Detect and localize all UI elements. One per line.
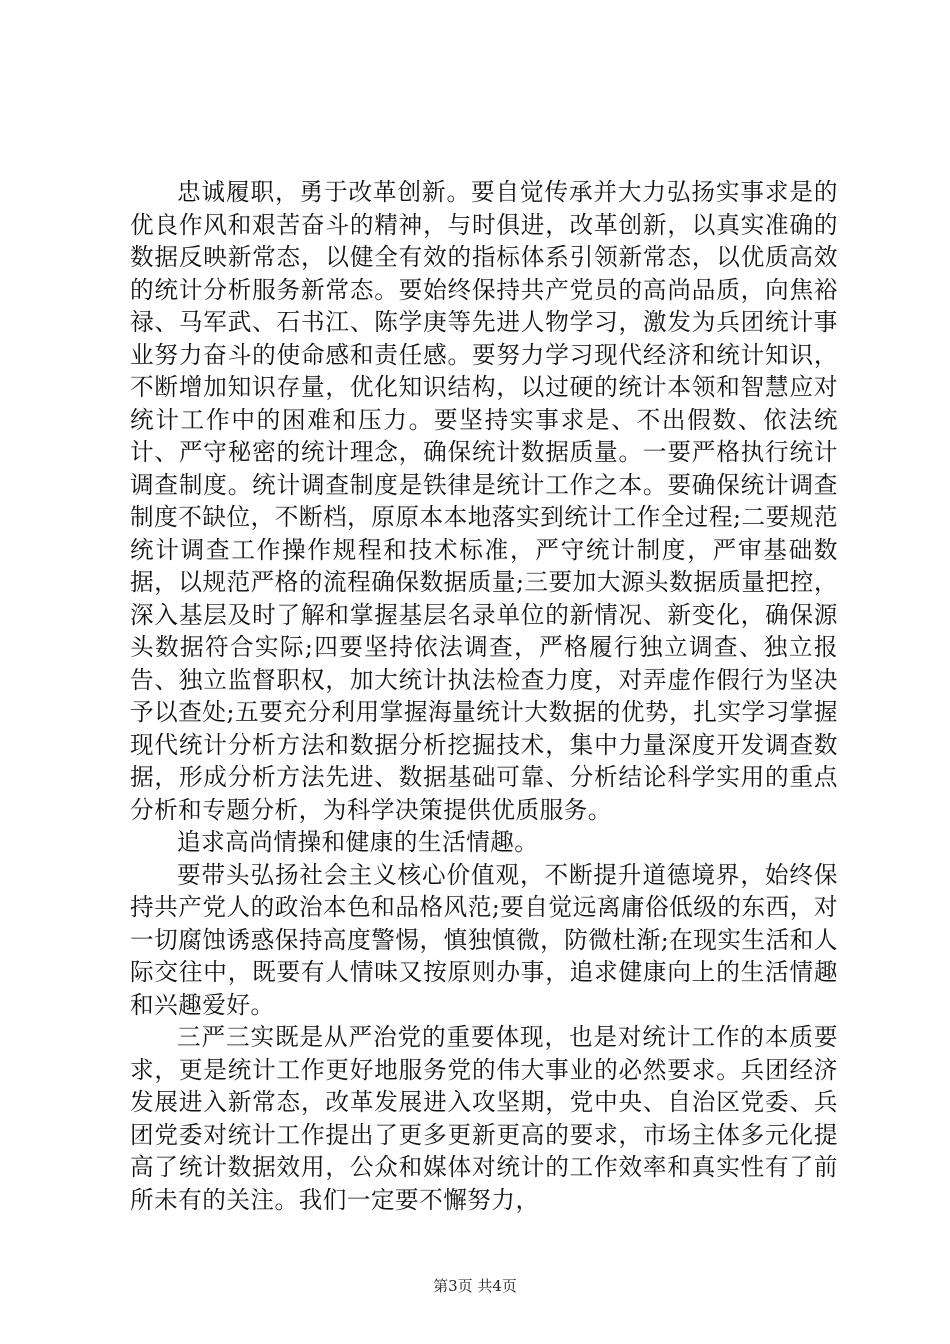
- page-number-footer: 第3页 共4页: [433, 1277, 517, 1295]
- paragraph-reform-innovation: 忠诚履职，勇于改革创新。要自觉传承并大力弘扬实事求是的优良作风和艰苦奋斗的精神，与时俱进，改革创新，以真实准确的数据反映新常态，以健全有效的指标体系引领新常态，以优质高效的统计分析服务新常态。要始终保持共产党员的高尚品质，向焦裕禄、马军武、石书江、陈学庚等先进人物学习，激发为兵团统计事业努力奋斗的使命感和责任感。要努力学习现代经济和统计知识，不断增加知识存量，优化知识结构，以过硬的统计本领和智慧应对统计工作中的困难和压力。要坚持实事求是、不出假数、依法统计、严守秘密的统计理念，确保统计数据质量。一要严格执行统计调查制度。统计调查制度是铁律是统计工作之本。要确保统计调查制度不缺位，不断档，原原本本地落实到统计工作全过程;二要规范统计调查工作操作规程和技术标准，严守统计制度，严审基础数据，以规范严格的流程确保数据质量;三要加大源头数据质量把控，深入基层及时了解和掌握基层名录单位的新情况、新变化，确保源头数据符合实际;四要坚持依法调查，严格履行独立调查、独立报告、独立监督职权，加大统计执法检查力度，对弄虚作假行为坚决予以查处;五要充分利用掌握海量统计大数据的优势，扎实学习掌握现代统计分析方法和数据分析挖掘技术，集中力量深度开发调查数据，形成分析方法先进、数据基础可靠、分析结论科学实用的重点分析和专题分析，为科学决策提供优质服务。: [130, 178, 838, 824]
- paragraph-core-values: 要带头弘扬社会主义核心价值观，不断提升道德境界，始终保持共产党人的政治本色和品格风范;要自觉远离庸俗低级的东西，对一切腐蚀诱惑保持高度警惕，慎独慎微，防微杜渐;在现实生活和人际交往中，既要有人情味又按原则办事，追求健康向上的生活情趣和兴趣爱好。: [130, 860, 838, 1019]
- paragraph-three-stricts: 三严三实既是从严治党的重要体现，也是对统计工作的本质要求，更是统计工作更好地服务党的伟大事业的必然要求。兵团经济发展进入新常态，改革发展进入攻坚期，党中央、自治区党委、兵团党委对统计工作提出了更多更新更高的要求，市场主体多元化提高了统计数据效用，公众和媒体对统计的工作效率和真实性有了前所未有的关注。我们一定要不懈努力，: [130, 1023, 838, 1214]
- document-body: [130, 176, 838, 1216]
- paragraph-heading-noble-sentiment: 追求高尚情操和健康的生活情趣。: [177, 828, 539, 856]
